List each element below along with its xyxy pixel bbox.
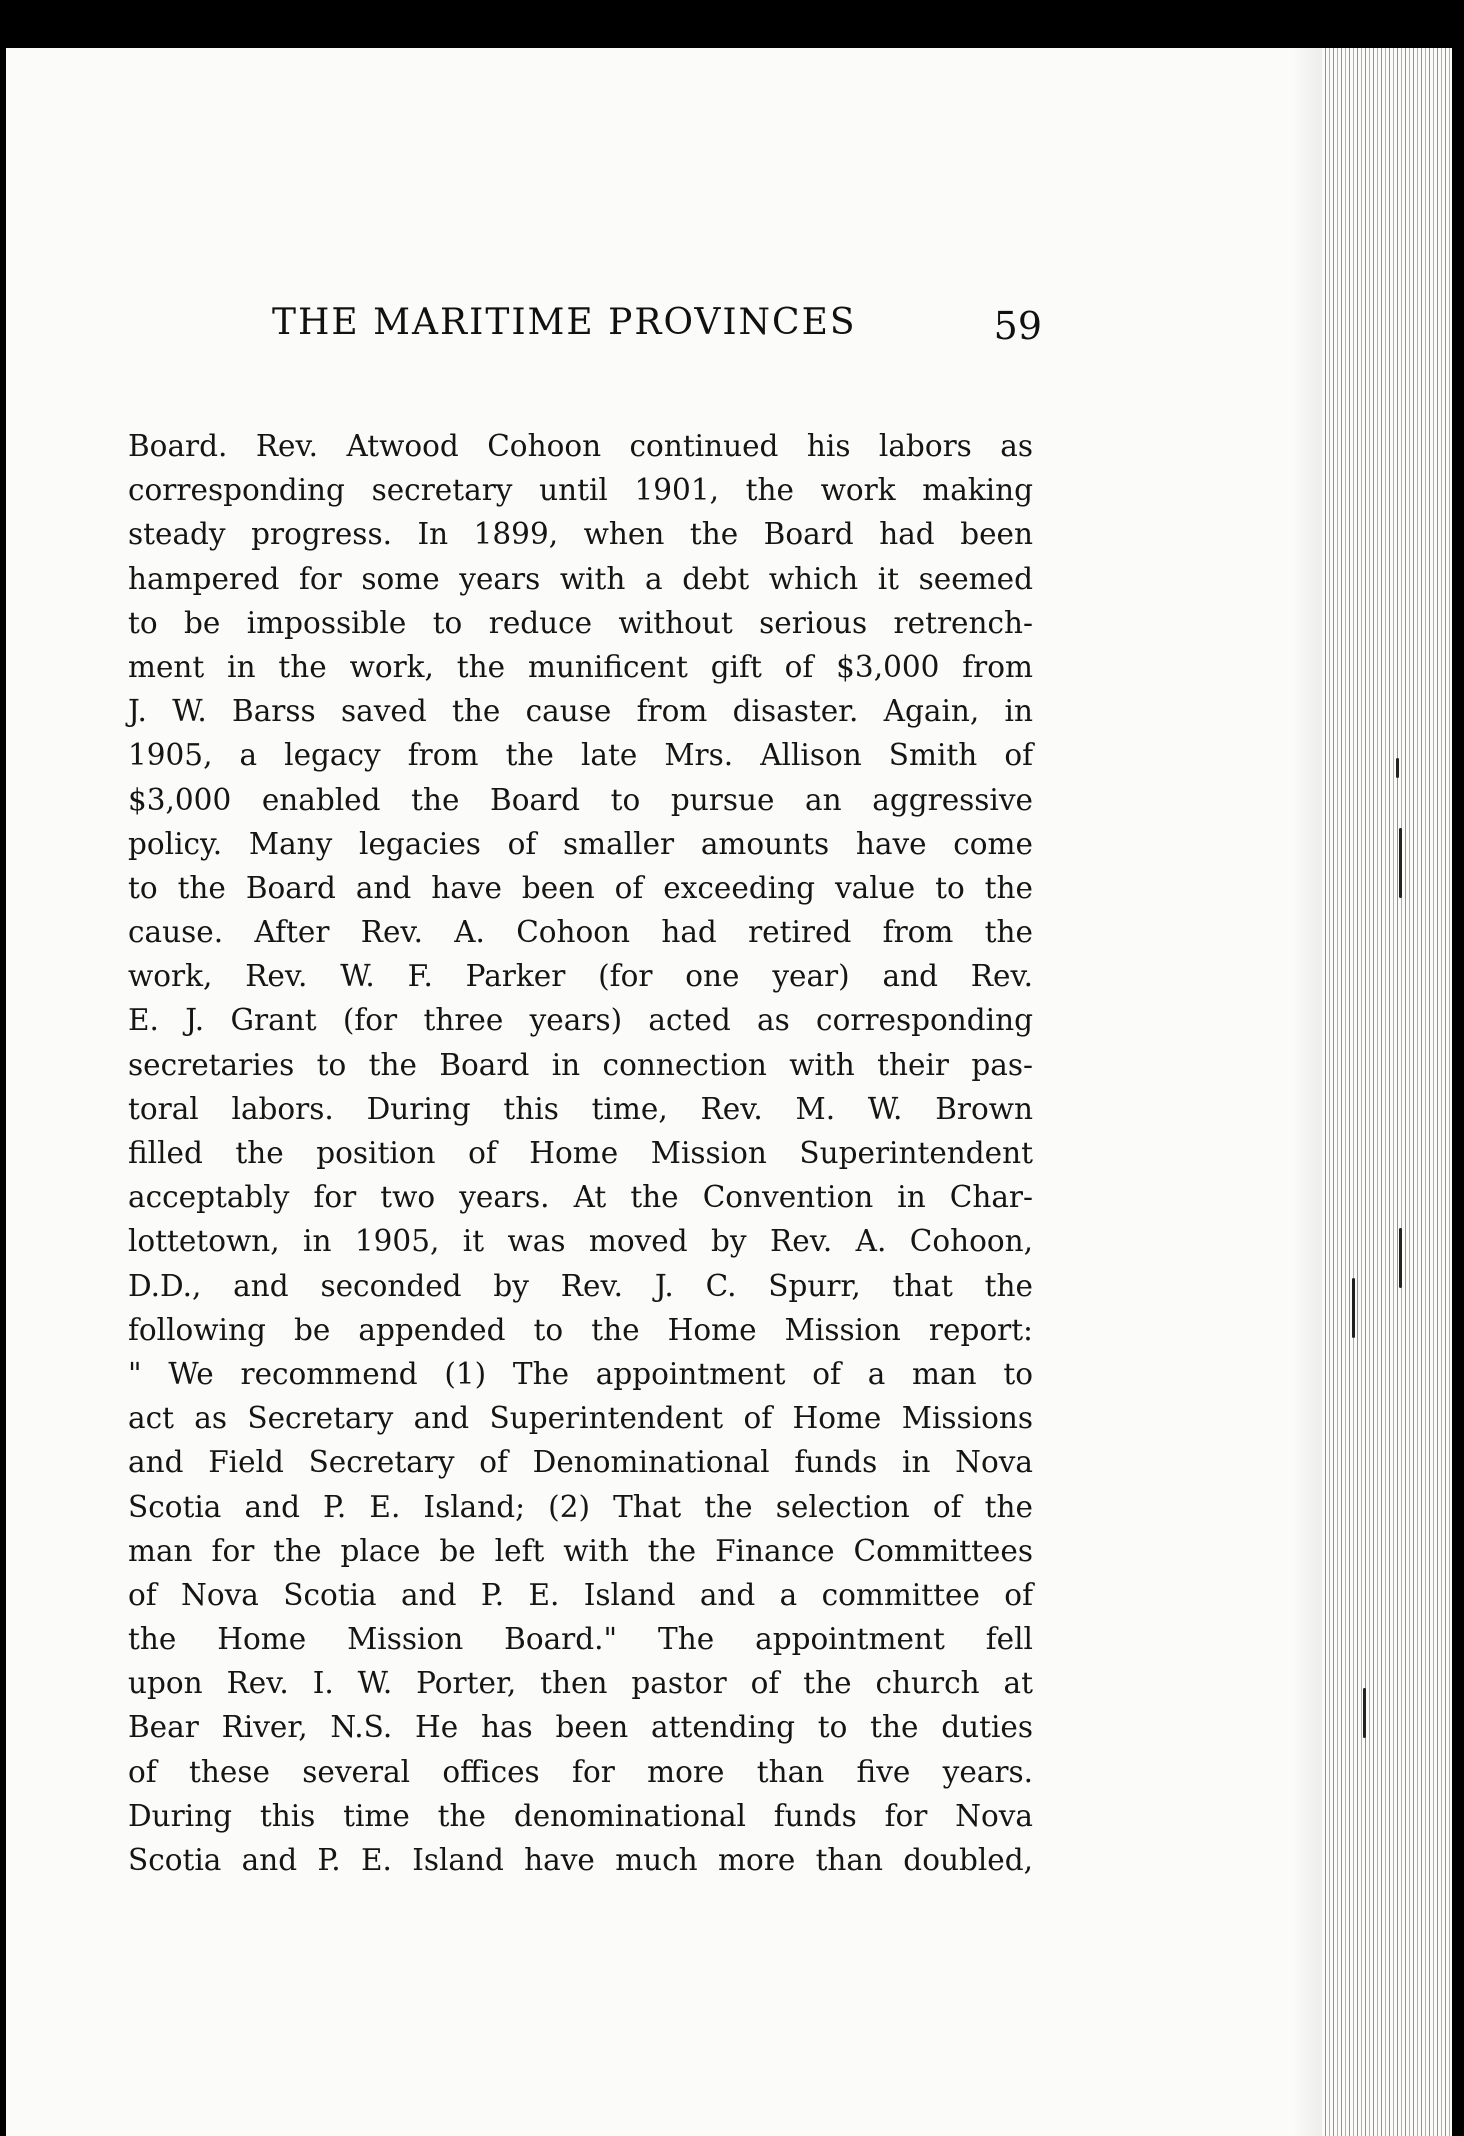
text-line: lottetown, in 1905, it was moved by Rev. A. Cohoon, — [128, 1224, 1033, 1259]
text-line: policy. Many legacies of smaller amounts have come — [128, 826, 1033, 861]
body-text — [128, 424, 1033, 1882]
running-head-title: THE MARITIME PROVINCES — [272, 302, 857, 343]
text-line: Scotia and P. E. Island have much more than doubled, — [128, 1843, 1033, 1877]
text-line: J. W. Barss saved the cause from disaster. Again, in — [128, 694, 1033, 729]
text-line: steady progress. In 1899, when the Board had been — [128, 517, 1033, 552]
text-line: " We recommend (1) The appointment of a man to — [128, 1356, 1033, 1391]
edge-mark — [1399, 1228, 1402, 1288]
text-line: the Home Mission Board." The appointment fell — [128, 1622, 1033, 1657]
text-line: work, Rev. W. F. Parker (for one year) and Rev. — [128, 959, 1033, 994]
text-line: following be appended to the Home Mission report: — [128, 1312, 1033, 1347]
edge-mark — [1399, 828, 1402, 898]
text-line: toral labors. During this time, Rev. M. W. Brown — [128, 1091, 1033, 1126]
page-number: 59 — [993, 304, 1042, 348]
text-line: E. J. Grant (for three years) acted as corresponding — [128, 1003, 1033, 1038]
edge-mark — [1363, 1688, 1366, 1738]
text-line: ment in the work, the munificent gift of $3,000 from — [128, 649, 1033, 684]
text-line: Bear River, N.S. He has been attending to the duties — [128, 1710, 1033, 1745]
text-line: to the Board and have been of exceeding value to the — [128, 870, 1033, 905]
text-line: acceptably for two years. At the Convention in Char- — [128, 1180, 1033, 1215]
text-line: of these several offices for more than five years. — [128, 1754, 1033, 1789]
book-page — [6, 48, 1452, 2136]
running-head — [272, 302, 1042, 362]
text-line: upon Rev. I. W. Porter, then pastor of the church at — [128, 1666, 1033, 1701]
text-line: of Nova Scotia and P. E. Island and a committee of — [128, 1577, 1033, 1612]
edge-mark — [1396, 758, 1399, 778]
text-line: Scotia and P. E. Island; (2) That the selection of the — [128, 1489, 1033, 1524]
text-line: secretaries to the Board in connection with their pas- — [128, 1047, 1033, 1082]
text-line: hampered for some years with a debt which it seemed — [128, 561, 1033, 596]
text-line: to be impossible to reduce without serious retrench- — [128, 605, 1033, 640]
text-line: filled the position of Home Mission Superintendent — [128, 1136, 1033, 1170]
text-line: act as Secretary and Superintendent of Home Missions — [128, 1401, 1033, 1436]
text-line: and Field Secretary of Denominational funds in Nova — [128, 1445, 1033, 1480]
edge-mark — [1352, 1278, 1355, 1338]
text-line: $3,000 enabled the Board to pursue an aggressive — [128, 782, 1033, 817]
text-line: cause. After Rev. A. Cohoon had retired from the — [128, 915, 1033, 950]
text-line: man for the place be left with the Finance Committees — [128, 1533, 1033, 1568]
text-line: During this time the denominational funds for Nova — [128, 1798, 1033, 1833]
text-line: D.D., and seconded by Rev. J. C. Spurr, that the — [128, 1268, 1033, 1303]
text-line: Board. Rev. Atwood Cohoon continued his labors as — [128, 429, 1033, 463]
text-line: corresponding secretary until 1901, the work making — [128, 473, 1033, 508]
page-edge-stack — [1322, 48, 1452, 2136]
text-line: 1905, a legacy from the late Mrs. Allison Smith of — [128, 738, 1033, 773]
